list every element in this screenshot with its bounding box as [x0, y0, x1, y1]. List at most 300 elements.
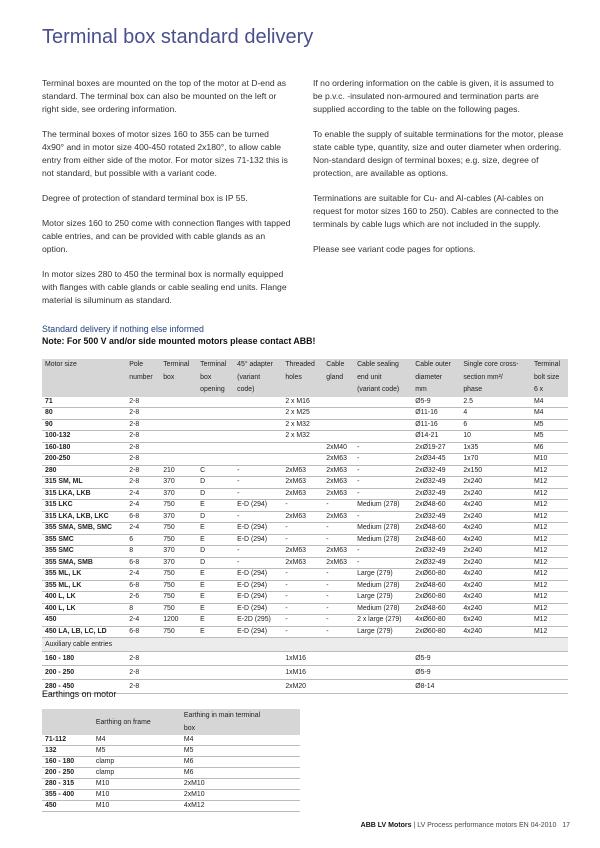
paragraph: To enable the supply of suitable terminations for the motor, please state cable type, quantity, size and outer diameter when ordering. Non-standard design of terminal boxes; e.g. size, degree of protection, are available as options.	[313, 129, 564, 178]
table-cell: 2-6	[126, 592, 160, 604]
table-cell: Large (279)	[354, 569, 412, 581]
earthings-column-header	[42, 709, 93, 735]
column-header-line: box	[200, 373, 212, 381]
table-row	[42, 500, 568, 512]
table-cell: -	[323, 603, 354, 615]
table-cell: 2-8	[126, 454, 160, 466]
paragraph: The terminal boxes of motor sizes 160 to 355 can be turned 4x90° and in motor size 400-450 rotated 2x180°, to allow cable entry from either side of the motor. For motor sizes 71-132 this is not standard, but possible with a variant code.	[42, 129, 288, 178]
table-cell: -	[234, 465, 282, 477]
page-number: 17	[562, 822, 570, 829]
table-cell: -	[323, 580, 354, 592]
table-cell	[354, 408, 412, 420]
table-cell	[234, 454, 282, 466]
earthings-row	[42, 779, 300, 790]
table-cell: 6	[460, 419, 531, 431]
earthings-row	[42, 768, 300, 779]
table-cell: 2xØ48-60	[412, 580, 460, 592]
motor-size-cell: 160-180	[42, 442, 126, 454]
column-header-line: box	[183, 725, 196, 732]
table-row	[42, 511, 568, 523]
table-cell: 2-8	[126, 419, 160, 431]
intro-right-column	[313, 77, 565, 268]
column-header	[282, 359, 323, 397]
table-cell: 6-8	[126, 580, 160, 592]
table-cell	[234, 680, 282, 694]
table-cell: M5	[93, 746, 181, 757]
table-row	[42, 626, 568, 638]
motor-size-cell: 400 L, LK	[42, 592, 126, 604]
aux-heading: Auxiliary cable entries	[42, 638, 568, 652]
standard-delivery-heading	[42, 323, 315, 347]
table-cell	[323, 431, 354, 443]
table-cell: Medium (278)	[354, 500, 412, 512]
table-cell: 2-4	[126, 488, 160, 500]
table-cell: -	[282, 569, 323, 581]
aux-row	[42, 680, 568, 694]
table-cell: M6	[181, 768, 300, 779]
table-cell: 2xØ32-49	[412, 511, 460, 523]
motor-size-cell: 355 ML, LK	[42, 569, 126, 581]
table-cell: 2xM63	[282, 488, 323, 500]
table-cell: 6-8	[126, 557, 160, 569]
table-cell: -	[323, 626, 354, 638]
motor-size-cell: 100-132	[42, 431, 126, 443]
table-cell	[460, 680, 531, 694]
table-cell: -	[282, 603, 323, 615]
table-cell: -	[323, 615, 354, 627]
motor-size-cell: 355 - 400	[42, 790, 93, 801]
column-header-line: Terminal	[163, 361, 190, 368]
table-cell: 2xM63	[282, 557, 323, 569]
column-header	[323, 359, 354, 397]
column-header-line: opening	[200, 386, 225, 393]
table-cell: E-D (294)	[234, 523, 282, 535]
aux-table-body	[42, 638, 568, 694]
table-cell: M6	[531, 442, 568, 454]
table-cell: 2-4	[126, 615, 160, 627]
table-cell: -	[354, 454, 412, 466]
table-cell: 4x240	[460, 534, 531, 546]
table-cell: -	[234, 546, 282, 558]
column-header-line: section mm²/	[463, 373, 503, 381]
page-title: Terminal box standard delivery	[42, 26, 314, 48]
motor-size-cell: 315 LKA, LKB	[42, 488, 126, 500]
paragraph: In motor sizes 280 to 450 the terminal box is normally equipped with flanges with cable glands or cable sealing end units. Flange material is siluminum as standard.	[42, 269, 287, 305]
table-cell	[282, 454, 323, 466]
table-row	[42, 465, 568, 477]
table-cell	[197, 442, 234, 454]
table-cell: Ø11-16	[412, 408, 460, 420]
table-cell: 6-8	[126, 626, 160, 638]
table-cell	[234, 666, 282, 680]
table-cell: 2xØ32-49	[412, 557, 460, 569]
table-cell: E-D (294)	[234, 603, 282, 615]
earthings-table	[42, 709, 300, 812]
table-cell: Large (279)	[354, 626, 412, 638]
paragraph: If no ordering information on the cable is given, it is assumed to be p.v.c. -insulated non-armoured and termination parts are supplied according to the table on the following pages.	[313, 78, 554, 114]
table-cell: C	[197, 465, 234, 477]
table-cell: 370	[160, 557, 197, 569]
table-cell: D	[197, 511, 234, 523]
motor-size-cell: 80	[42, 408, 126, 420]
table-cell: 2xØ48-60	[412, 603, 460, 615]
column-header-line: phase	[463, 386, 483, 393]
table-cell: 370	[160, 477, 197, 489]
motor-size-cell: 200-250	[42, 454, 126, 466]
table-row	[42, 603, 568, 615]
table-cell: 8	[126, 546, 160, 558]
aux-size-cell: 280 - 450	[42, 680, 126, 694]
table-cell: 2 x M16	[282, 397, 323, 408]
earthings-column-header	[181, 709, 300, 735]
table-row	[42, 408, 568, 420]
table-cell: -	[354, 488, 412, 500]
motor-size-cell: 315 LKC	[42, 500, 126, 512]
table-cell: 2-4	[126, 523, 160, 535]
paragraph: Terminations are suitable for Cu- and Al-cables (Al-cables on request for motor sizes 160 to 250). Cables are connected to the terminals by cable lugs which are not included in the supply.	[313, 193, 559, 229]
table-cell: -	[323, 534, 354, 546]
table-cell: 2xØ32-49	[412, 546, 460, 558]
paragraph: Please see variant code pages for options.	[313, 244, 476, 254]
table-cell: 2xM10	[181, 790, 300, 801]
earthings-title: Earthings on motor	[42, 689, 117, 699]
table-cell: 2 x M32	[282, 419, 323, 431]
table-cell: 6-8	[126, 511, 160, 523]
column-header-line: Threaded	[285, 361, 315, 368]
table-cell: E	[197, 615, 234, 627]
table-cell: M6	[181, 757, 300, 768]
motor-size-cell: 355 SMC	[42, 534, 126, 546]
column-header-line: holes	[285, 373, 302, 381]
table-cell: 2xM20	[282, 680, 323, 694]
table-cell	[354, 431, 412, 443]
table-cell: -	[354, 557, 412, 569]
table-cell: -	[323, 500, 354, 512]
column-header-line: Earthing in main terminal	[183, 712, 261, 719]
earthings-column-header	[93, 709, 181, 735]
table-cell: 2xØ19-27	[412, 442, 460, 454]
table-row	[42, 488, 568, 500]
table-cell: 2xM63	[323, 546, 354, 558]
table-cell: M12	[531, 534, 568, 546]
table-cell: E-D (294)	[234, 500, 282, 512]
table-cell: -	[282, 523, 323, 535]
table-cell: 4x240	[460, 626, 531, 638]
table-cell: 2x150	[460, 465, 531, 477]
table-cell: M5	[531, 419, 568, 431]
table-cell: E	[197, 580, 234, 592]
table-cell	[282, 442, 323, 454]
table-cell: M12	[531, 592, 568, 604]
table-cell: D	[197, 477, 234, 489]
table-cell: D	[197, 557, 234, 569]
table-cell: E	[197, 569, 234, 581]
table-cell	[160, 431, 197, 443]
table-cell: Ø5-9	[412, 397, 460, 408]
table-cell	[197, 652, 234, 666]
table-cell	[197, 419, 234, 431]
table-cell: -	[354, 511, 412, 523]
table-cell: 4x240	[460, 592, 531, 604]
table-cell: E	[197, 500, 234, 512]
table-cell: E	[197, 523, 234, 535]
table-cell: M12	[531, 615, 568, 627]
table-cell	[160, 666, 197, 680]
table-cell: -	[234, 477, 282, 489]
terminal-box-table	[42, 359, 568, 694]
table-cell: -	[282, 500, 323, 512]
table-cell: 2xM63	[282, 511, 323, 523]
earthings-row	[42, 790, 300, 801]
column-header-line: Cable	[326, 361, 345, 368]
aux-size-cell: 160 - 180	[42, 652, 126, 666]
table-row	[42, 557, 568, 569]
table-cell: -	[354, 477, 412, 489]
table-cell	[354, 680, 412, 694]
table-cell: M12	[531, 546, 568, 558]
table-cell: 750	[160, 523, 197, 535]
table-cell	[234, 442, 282, 454]
motor-size-cell: 315 LKA, LKB, LKC	[42, 511, 126, 523]
column-header-line: Terminal	[200, 361, 227, 368]
table-cell	[460, 652, 531, 666]
table-row	[42, 592, 568, 604]
table-cell: 2xM63	[323, 454, 354, 466]
column-header-line: diameter	[415, 373, 443, 381]
table-row	[42, 442, 568, 454]
table-row	[42, 397, 568, 408]
motor-size-cell: 450	[42, 615, 126, 627]
motor-size-cell: 132	[42, 746, 93, 757]
table-row	[42, 477, 568, 489]
table-cell: 4x240	[460, 569, 531, 581]
aux-row	[42, 652, 568, 666]
table-cell: 750	[160, 592, 197, 604]
table-cell	[354, 397, 412, 408]
table-cell	[323, 397, 354, 408]
table-cell: 2-8	[126, 465, 160, 477]
table-cell: 2-8	[126, 442, 160, 454]
table-cell	[234, 408, 282, 420]
standard-delivery-title: Standard delivery if nothing else informed	[42, 324, 204, 334]
table-cell	[234, 419, 282, 431]
table-cell: -	[282, 580, 323, 592]
table-row	[42, 615, 568, 627]
table-cell: 4xØ60-80	[412, 615, 460, 627]
earthings-body	[42, 735, 300, 812]
table-cell	[323, 419, 354, 431]
table-cell: 2xØ60-80	[412, 626, 460, 638]
table-cell: M12	[531, 557, 568, 569]
table-cell: 2xM63	[282, 465, 323, 477]
motor-size-cell: 71-112	[42, 735, 93, 746]
table-cell	[160, 419, 197, 431]
table-cell: M5	[181, 746, 300, 757]
intro-left-column	[42, 77, 292, 319]
column-header-line: mm	[415, 386, 427, 393]
table-cell: M10	[93, 779, 181, 790]
table-row	[42, 580, 568, 592]
table-cell: 2-4	[126, 500, 160, 512]
table-cell: -	[354, 546, 412, 558]
table-row	[42, 546, 568, 558]
table-cell: 2x240	[460, 488, 531, 500]
table-cell: 2xM63	[323, 465, 354, 477]
table-cell: E	[197, 603, 234, 615]
table-cell: 750	[160, 580, 197, 592]
table-cell: 1200	[160, 615, 197, 627]
table-cell: E-D (294)	[234, 626, 282, 638]
table-cell: M10	[93, 801, 181, 812]
column-header-line: Pole	[129, 361, 144, 368]
table-cell: 370	[160, 511, 197, 523]
table-cell: 2xM63	[323, 557, 354, 569]
table-cell: Medium (278)	[354, 580, 412, 592]
table-cell: E-D (294)	[234, 592, 282, 604]
earthings-row	[42, 801, 300, 812]
motor-size-cell: 160 - 180	[42, 757, 93, 768]
table-cell: -	[234, 557, 282, 569]
aux-heading-row	[42, 638, 568, 652]
table-cell: 2xØ32-49	[412, 477, 460, 489]
aux-row	[42, 666, 568, 680]
table-cell: 4x240	[460, 580, 531, 592]
table-cell: 1x35	[460, 442, 531, 454]
column-header-line: Terminal	[533, 361, 560, 368]
table-cell	[234, 652, 282, 666]
motor-size-cell: 400 L, LK	[42, 603, 126, 615]
column-header-line: Single core cross-	[463, 361, 519, 368]
table-body	[42, 397, 568, 638]
table-cell: 750	[160, 569, 197, 581]
table-cell	[354, 419, 412, 431]
table-cell: 1x70	[460, 454, 531, 466]
footer-brand: ABB LV Motors	[360, 822, 412, 829]
table-cell: 4x240	[460, 500, 531, 512]
table-cell: clamp	[93, 757, 181, 768]
table-cell: -	[282, 615, 323, 627]
table-cell	[197, 680, 234, 694]
paragraph: Degree of protection of standard terminal box is IP 55.	[42, 193, 248, 203]
table-cell: 2-4	[126, 569, 160, 581]
table-cell	[323, 652, 354, 666]
column-header	[531, 359, 568, 397]
table-cell: E	[197, 534, 234, 546]
table-cell: 2-8	[126, 408, 160, 420]
table-cell	[531, 652, 568, 666]
table-cell: 2-8	[126, 477, 160, 489]
table-cell	[160, 408, 197, 420]
table-cell: 2x240	[460, 557, 531, 569]
column-header-line: Cable outer	[415, 361, 451, 368]
table-cell: M12	[531, 580, 568, 592]
table-cell: 2-8	[126, 397, 160, 408]
table-cell: Medium (278)	[354, 523, 412, 535]
column-header	[460, 359, 531, 397]
table-cell: 2xØ48-60	[412, 500, 460, 512]
column-header-line: gland	[326, 373, 344, 381]
table-cell	[354, 652, 412, 666]
table-cell: 4x240	[460, 603, 531, 615]
table-cell: 2xM63	[282, 546, 323, 558]
column-header-line: Motor size	[45, 361, 77, 368]
column-header	[354, 359, 412, 397]
earthings-heading	[42, 688, 116, 700]
table-cell: Ø5-9	[412, 666, 460, 680]
table-cell: Ø5-9	[412, 652, 460, 666]
table-cell: E-D (294)	[234, 534, 282, 546]
table-cell	[234, 431, 282, 443]
column-header-line: bolt size	[533, 373, 560, 381]
table-cell: M12	[531, 500, 568, 512]
table-cell	[354, 666, 412, 680]
table-cell: 750	[160, 534, 197, 546]
table-cell	[197, 408, 234, 420]
earthings-row	[42, 757, 300, 768]
table-cell: 750	[160, 603, 197, 615]
table-cell: M12	[531, 488, 568, 500]
table-cell: 2xØ48-60	[412, 534, 460, 546]
table-cell: M5	[531, 431, 568, 443]
table-cell: 2 x large (279)	[354, 615, 412, 627]
column-header-line: Earthing on frame	[95, 718, 151, 726]
table-cell: Ø14-21	[412, 431, 460, 443]
motor-size-cell: 280 - 315	[42, 779, 93, 790]
column-header-line: code)	[237, 386, 255, 393]
table-cell: 6x240	[460, 615, 531, 627]
paragraph: Terminal boxes are mounted on the top of the motor at D-end as standard. The terminal box can also be mounted on the left or right side, see ordering information.	[42, 78, 287, 114]
column-header-line: (variant	[237, 373, 261, 381]
table-cell: E-D (294)	[234, 569, 282, 581]
table-cell: 750	[160, 626, 197, 638]
table-cell: 2-8	[126, 666, 160, 680]
table-row	[42, 454, 568, 466]
table-cell: -	[323, 592, 354, 604]
table-cell	[323, 408, 354, 420]
table-cell: 750	[160, 500, 197, 512]
table-cell: 2xØ34-45	[412, 454, 460, 466]
table-cell: Medium (278)	[354, 534, 412, 546]
column-header	[197, 359, 234, 397]
motor-size-cell: 90	[42, 419, 126, 431]
table-cell: Ø8-14	[412, 680, 460, 694]
motor-size-cell: 355 ML, LK	[42, 580, 126, 592]
table-cell: clamp	[93, 768, 181, 779]
column-header-line: 6 x	[533, 386, 544, 393]
table-cell: D	[197, 488, 234, 500]
table-cell: 1xM16	[282, 666, 323, 680]
table-row	[42, 431, 568, 443]
table-row	[42, 534, 568, 546]
earthings-row	[42, 735, 300, 746]
table-cell	[197, 397, 234, 408]
table-cell: 2xM63	[323, 511, 354, 523]
table-cell: 8	[126, 603, 160, 615]
table-cell: M4	[531, 408, 568, 420]
table-cell: 2-8	[126, 680, 160, 694]
table-cell: Medium (278)	[354, 603, 412, 615]
table-row	[42, 419, 568, 431]
table-cell: 1xM16	[282, 652, 323, 666]
aux-size-cell: 200 - 250	[42, 666, 126, 680]
table-cell: 6	[126, 534, 160, 546]
table-row	[42, 523, 568, 535]
table-cell: M12	[531, 603, 568, 615]
table-cell: E	[197, 592, 234, 604]
table-cell: 2xM40	[323, 442, 354, 454]
standard-delivery-note: Note: For 500 V and/or side mounted motors please contact ABB!	[42, 336, 316, 346]
table-cell	[160, 652, 197, 666]
